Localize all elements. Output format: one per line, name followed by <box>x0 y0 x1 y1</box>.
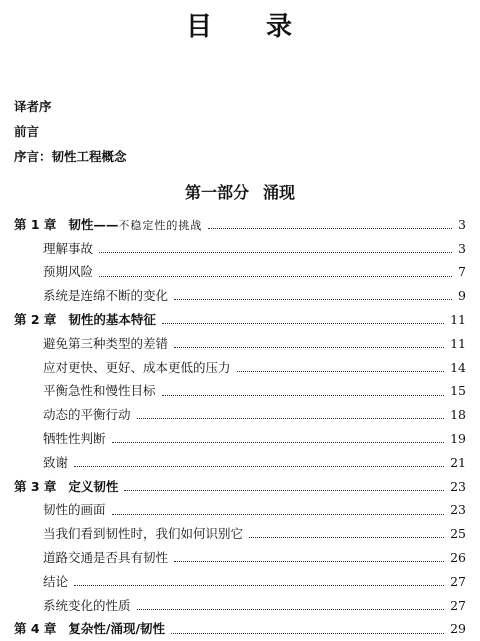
title-char-2: 录 <box>266 12 295 42</box>
dot-leader <box>162 394 445 396</box>
dot-leader <box>162 322 444 324</box>
page-number: 19 <box>450 430 466 446</box>
toc-chapter-row[interactable] <box>14 309 466 331</box>
chapter-title: 韧性—— <box>68 216 119 232</box>
section-title: 当我们看到韧性时，我们如何识别它 <box>43 526 244 542</box>
chapter-title: 定义韧性 <box>68 478 119 494</box>
page-number: 23 <box>450 502 466 518</box>
section-title: 系统是连绵不断的变化 <box>43 288 169 304</box>
toc-chapter-row[interactable] <box>14 619 466 641</box>
page-number: 9 <box>458 288 466 304</box>
chapter-title: 复杂性/涌现/韧性 <box>68 621 166 637</box>
page-number: 26 <box>450 549 466 565</box>
chapter-number: 第 4 章 <box>14 621 57 637</box>
front-matter-translator-preface[interactable]: 译者序 <box>14 99 52 114</box>
toc-section-row[interactable] <box>43 262 466 284</box>
dot-leader <box>137 417 445 419</box>
part-label: 第一部分 <box>184 183 249 202</box>
page-number: 7 <box>458 264 466 280</box>
dot-leader <box>174 298 452 300</box>
dot-leader <box>171 632 444 634</box>
dot-leader <box>74 584 444 586</box>
toc-section-row[interactable] <box>43 452 466 474</box>
section-title: 道路交通是否具有韧性 <box>43 549 169 565</box>
section-title: 韧性的画面 <box>43 502 106 518</box>
toc-section-row[interactable] <box>43 404 466 426</box>
dot-leader <box>137 608 445 610</box>
section-title: 牺牲性判断 <box>43 430 106 446</box>
toc-section-row[interactable] <box>43 595 466 617</box>
section-title: 避免第三种类型的差错 <box>43 335 169 351</box>
page-number: 11 <box>450 335 466 351</box>
title-char-1: 目 <box>185 12 214 42</box>
dot-leader <box>99 251 452 253</box>
toc-section-row[interactable] <box>43 500 466 522</box>
chapter-title: 韧性的基本特征 <box>68 311 156 327</box>
dot-leader <box>124 489 444 491</box>
section-title: 系统变化的性质 <box>43 597 131 613</box>
page-number: 25 <box>450 526 466 542</box>
page-number: 29 <box>450 621 466 637</box>
section-title: 理解事故 <box>43 240 94 256</box>
part-name: 涌现 <box>263 183 296 202</box>
toc-chapter-row[interactable] <box>14 214 466 236</box>
chapter-number: 第 3 章 <box>14 478 57 494</box>
dot-leader <box>208 227 452 229</box>
toc-section-row[interactable] <box>43 285 466 307</box>
toc-section-row[interactable] <box>43 523 466 545</box>
page-number: 14 <box>450 359 466 375</box>
front-matter-foreword[interactable]: 前言 <box>14 124 40 139</box>
toc-section-row[interactable] <box>43 381 466 403</box>
page-number: 15 <box>450 383 466 399</box>
page-title <box>0 6 480 43</box>
section-title: 应对更快、更好、成本更低的压力 <box>43 359 231 375</box>
toc-section-row[interactable] <box>43 238 466 260</box>
toc-chapter-row[interactable] <box>14 476 466 498</box>
dot-leader <box>74 465 444 467</box>
section-title: 动态的平衡行动 <box>43 407 131 423</box>
page-number: 3 <box>458 216 466 232</box>
section-title: 预期风险 <box>43 264 94 280</box>
chapter-number: 第 2 章 <box>14 311 57 327</box>
section-title: 致谢 <box>43 454 69 470</box>
dot-leader <box>249 536 444 538</box>
dot-leader <box>174 560 444 562</box>
dot-leader <box>99 275 452 277</box>
page-number: 21 <box>450 454 466 470</box>
toc-section-row[interactable] <box>43 333 466 355</box>
toc-section-row[interactable] <box>43 571 466 593</box>
dot-leader <box>112 513 445 515</box>
page-number: 18 <box>450 407 466 423</box>
dot-leader <box>174 346 444 348</box>
section-title: 平衡急性和慢性目标 <box>43 383 156 399</box>
front-matter-preface[interactable]: 序言：韧性工程概念 <box>14 149 127 164</box>
dot-leader <box>112 441 445 443</box>
dot-leader <box>237 370 445 372</box>
toc-section-row[interactable] <box>43 547 466 569</box>
page-number: 27 <box>450 597 466 613</box>
toc-section-row[interactable] <box>43 357 466 379</box>
chapter-subtitle: 不稳定性的挑战 <box>118 218 203 232</box>
part-heading <box>0 180 480 203</box>
page-number: 11 <box>450 311 466 327</box>
chapter-number: 第 1 章 <box>14 216 57 232</box>
toc-section-row[interactable] <box>43 428 466 450</box>
page-number: 3 <box>458 240 466 256</box>
page-number: 27 <box>450 573 466 589</box>
section-title: 结论 <box>43 573 69 589</box>
page-number: 23 <box>450 478 466 494</box>
